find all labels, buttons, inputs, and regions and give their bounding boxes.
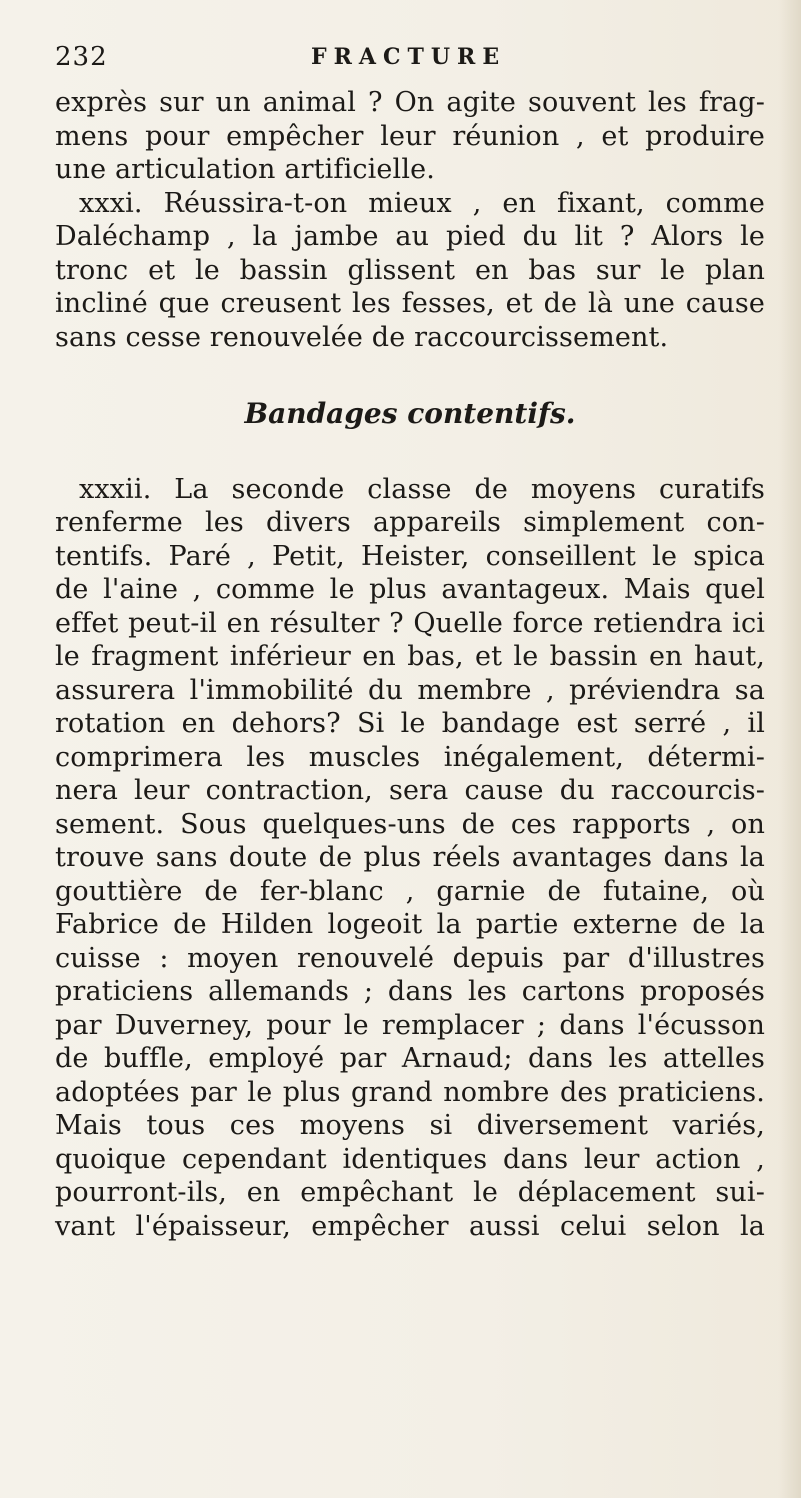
text-line: adoptées par le plus grand nombre des praticiens. <box>55 1076 765 1108</box>
text-line: tentifs. Paré , Petit, Heister, conseillent le spica <box>55 540 765 572</box>
text-line: tronc et le bassin glissent en bas sur le plan <box>55 254 765 286</box>
text-line: une articulation artificielle. <box>55 154 435 185</box>
text-line: renferme les divers appareils simplement con- <box>55 507 765 538</box>
text-line: Daléchamp , la jambe au pied du lit ? Alors le <box>55 221 765 252</box>
text-line: trouve sans doute de plus réels avantages dans la <box>55 842 765 873</box>
running-title: FRACTURE <box>311 44 507 70</box>
text-line: incliné que creusent les fesses, et de là une cause <box>55 288 765 319</box>
text-line: gouttière de fer-blanc , garnie de futaine, où <box>55 875 765 907</box>
text-line: Fabrice de Hilden logeoit la partie externe de la <box>55 909 765 940</box>
text-line: Mais tous ces moyens si diversement variés, <box>55 1110 765 1141</box>
body-text <box>55 86 765 1243</box>
text-line: sans cesse renouvelée de raccourcissement. <box>55 321 669 353</box>
text-line: pourront-ils, en empêchant le déplacement sui- <box>55 1177 765 1208</box>
text-line: quoique cependant identiques dans leur action , <box>55 1143 765 1175</box>
text-line: sement. Sous quelques-uns de ces rapports , on <box>55 808 765 840</box>
text-line: cuisse : moyen renouvelé depuis par d'illustres <box>55 942 765 974</box>
text-line: de buffle, employé par Arnaud; dans les attelles <box>55 1043 765 1074</box>
text-line: assurera l'immobilité du membre , préviendra sa <box>55 674 765 706</box>
text-line: rotation en dehors? Si le bandage est serré , il <box>55 708 765 739</box>
text-line: effet peut-il en résulter ? Quelle force retiendra ici <box>55 607 765 639</box>
text-line: par Duverney, pour le remplacer ; dans l'écusson <box>55 1009 765 1041</box>
text-line: de l'aine , comme le plus avantageux. Mais quel <box>55 574 765 605</box>
page-header <box>55 42 760 82</box>
text-line: xxxi. Réussira-t-on mieux , en fixant, comme <box>79 187 765 219</box>
page-number: 232 <box>55 42 108 72</box>
text-line: vant l'épaisseur, empêcher aussi celui selon la <box>55 1210 765 1242</box>
page-edge-shadow <box>779 0 801 1498</box>
text-line: mens pour empêcher leur réunion , et produire <box>55 120 765 152</box>
text-line: exprès sur un animal ? On agite souvent les frag- <box>55 87 765 118</box>
text-line: nera leur contraction, sera cause du raccourcis- <box>55 775 765 806</box>
text-line: le fragment inférieur en bas, et le bassin en haut, <box>55 641 765 672</box>
text-line: xxxii. La seconde classe de moyens curatifs <box>79 473 765 505</box>
text-line: comprimera les muscles inégalement, détermi- <box>55 741 765 773</box>
text-line: praticiens allemands ; dans les cartons proposés <box>55 976 765 1007</box>
section-heading: Bandages contentifs. <box>244 397 576 430</box>
